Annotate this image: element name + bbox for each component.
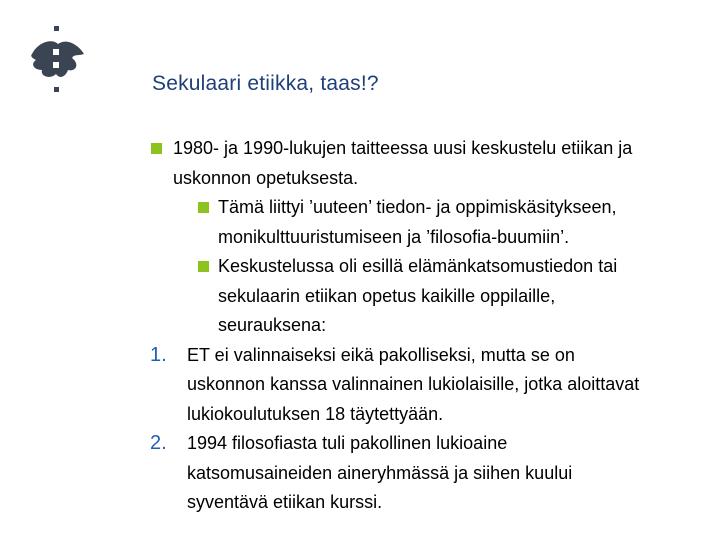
numbered-item: [150, 429, 710, 518]
slide-title: Sekulaari etiikka, taas!?: [152, 72, 379, 95]
bullet-line: Keskustelussa oli esillä elämänkatsomustiedon tai: [218, 256, 618, 276]
numbered-item: [150, 341, 710, 430]
bullet-line: monikulttuuristumiseen ja ’filosofia-buumiin’.: [218, 226, 570, 247]
numbered-line: syventävä etiikan kurssi.: [187, 492, 383, 512]
green-square-bullet-icon: [151, 143, 162, 154]
bullet-line: seurauksena:: [218, 315, 327, 335]
sub-bullet-item: [150, 252, 710, 341]
item-number: 1.: [150, 343, 167, 366]
numbered-line: katsomusaineiden aineryhmässä ja siihen kuului: [187, 462, 573, 483]
slide-content: [150, 134, 710, 518]
bullet-line: Tämä liittyi ’uuteen’ tiedon- ja oppimiskäsitykseen,: [218, 197, 617, 217]
green-square-bullet-icon: [198, 261, 209, 272]
numbered-line: uskonnon kanssa valinnainen lukiolaisille, jotka aloittavat: [187, 374, 640, 394]
numbered-line: lukiokoulutuksen 18 täytettyään.: [187, 403, 444, 424]
numbered-line: 1994 filosofiasta tuli pakollinen lukioaine: [187, 433, 508, 453]
sub-bullet-item: [150, 193, 710, 252]
bullet-line: 1980- ja 1990-lukujen taitteessa uusi keskustelu etiikan ja: [173, 138, 633, 158]
item-number: 2.: [150, 432, 167, 454]
bullet-line: uskonnon opetuksesta.: [173, 167, 359, 188]
university-logo-icon: [22, 24, 92, 98]
bullet-line: sekulaarin etiikan opetus kaikille oppilaille,: [218, 285, 556, 306]
numbered-line: ET ei valinnaiseksi eikä pakolliseksi, mutta se on: [187, 344, 575, 365]
green-square-bullet-icon: [198, 202, 209, 213]
bullet-item: [150, 134, 710, 193]
